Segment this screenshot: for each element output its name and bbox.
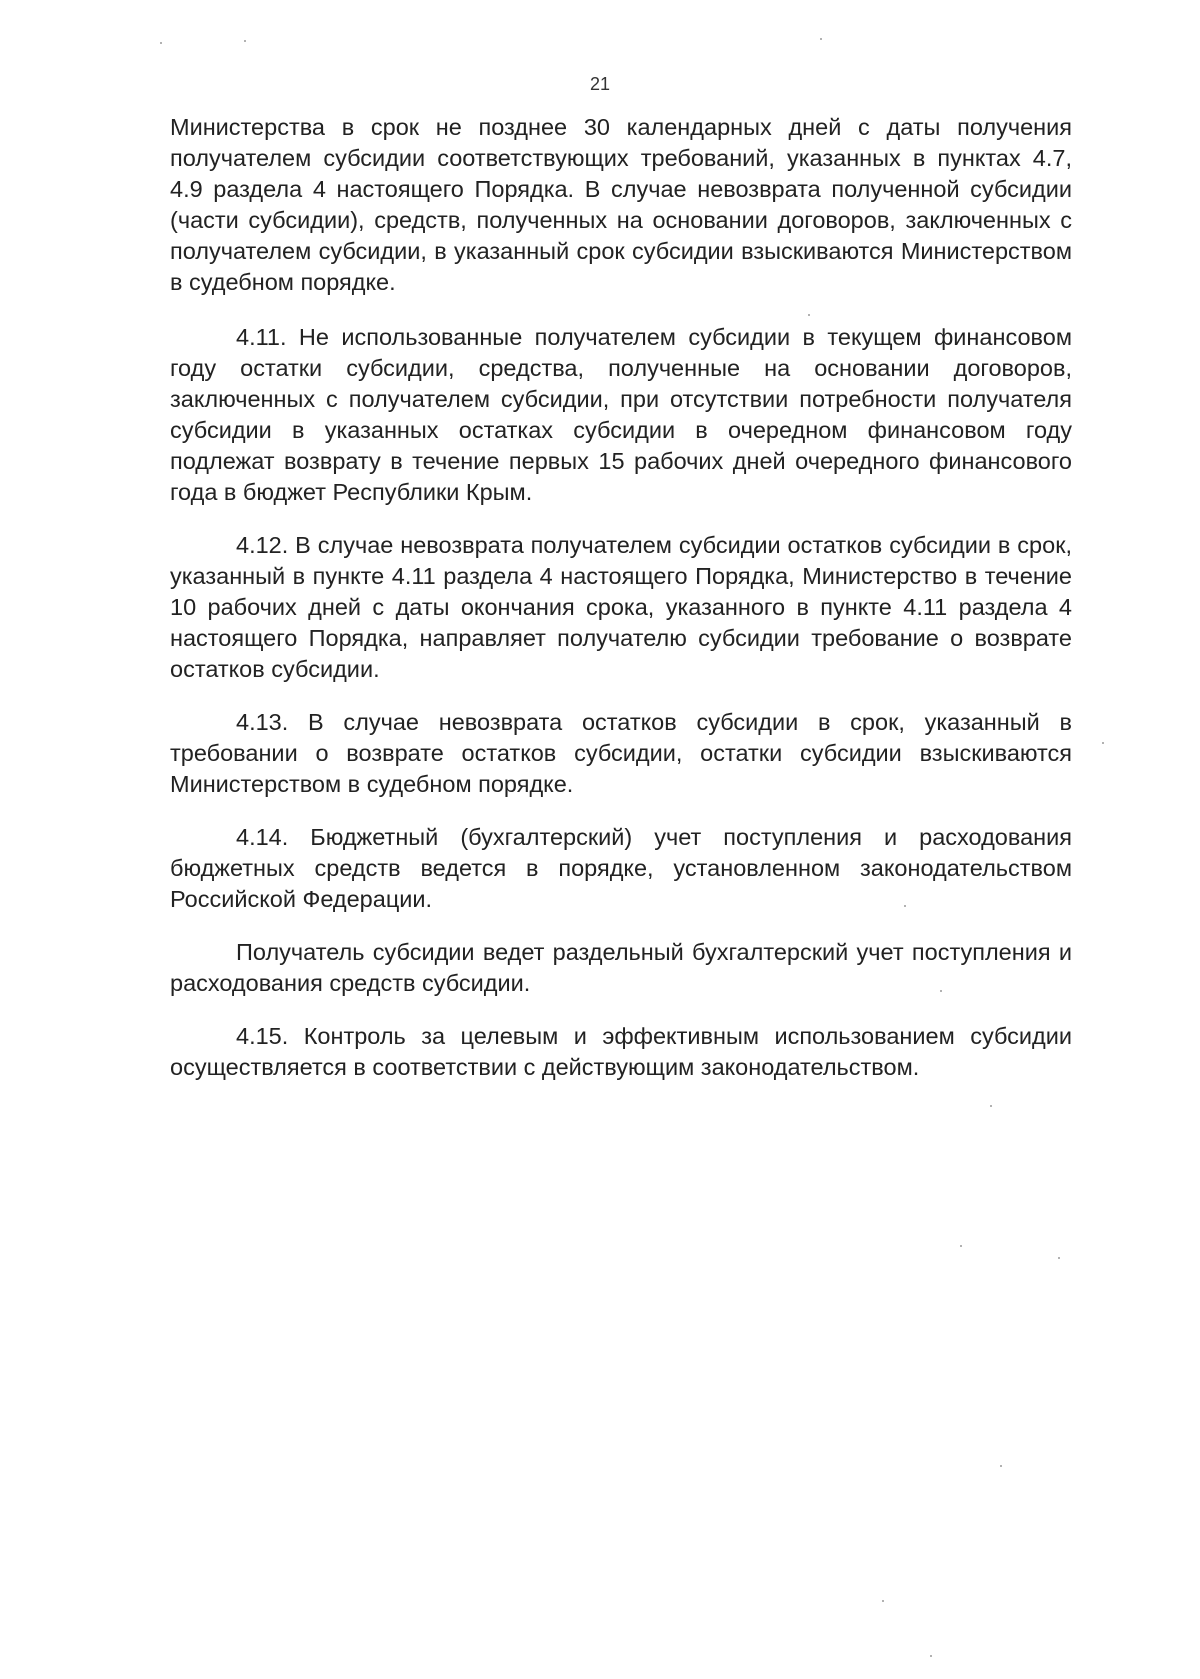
scan-speck [808,314,810,316]
scan-speck [904,905,906,907]
scan-speck [1102,742,1104,744]
scan-speck [940,990,942,992]
paragraph-clause-4-12: 4.12. В случае невозврата получателем субсидии остатков субсидии в срок, указанный в пункте 4.11 раздела 4 настоящего Порядка, Министерство в течение 10 рабочих дней с даты окончания срока, указанного в пункте 4.11 раздела 4 настоящего Порядка, направляет получателю субсидии требование о возврате остатков субсидии. [170,532,1072,682]
scan-speck [990,1105,992,1107]
scan-speck [960,1245,962,1247]
scan-speck [882,1600,884,1602]
paragraph-clause-4-15: 4.15. Контроль за целевым и эффективным использованием субсидии осуществляется в соответствии с действующим законодательством. [170,1023,1072,1080]
scan-speck [1000,1465,1002,1467]
paragraph-clause-4-11: 4.11. Не использованные получателем субсидии в текущем финансовом году остатки субсидии, средства, полученные на основании договоров, заключенных с получателем субсидии, при отсутствии потребности получателя субсидии в указанных остатках субсидии в очередном финансовом году подлежат возврату в течение первых 15 рабочих дней очередного финансового года в бюджет Республики Крым. [170,324,1072,505]
page-number: 21 [589,74,611,94]
paragraph-clause-4-14: 4.14. Бюджетный (бухгалтерский) учет поступления и расходования бюджетных средств ведется в порядке, установленном законодательством Российской Федерации. [170,824,1072,912]
scan-speck [820,38,822,40]
paragraph-clause-4-13: 4.13. В случае невозврата остатков субсидии в срок, указанный в требовании о возврате остатков субсидии, остатки субсидии взыскиваются Министерством в судебном порядке. [170,709,1072,797]
scan-speck [1058,1257,1060,1259]
paragraph-clause-4-14-accounting: Получатель субсидии ведет раздельный бухгалтерский учет поступления и расходования средств субсидии. [170,939,1072,996]
scan-speck [244,40,246,42]
scan-speck [930,1655,932,1657]
scan-speck [160,42,162,44]
body-text [170,112,1072,1083]
paragraph-continuation: Министерства в срок не позднее 30 календарных дней с даты получения получателем субсидии соответствующих требований, указанных в пунктах 4.7, 4.9 раздела 4 настоящего Порядка. В случае невозврата полученной субсидии (части субсидии), средств, полученных на основании договоров, заключенных с получателем субсидии, в указанный срок субсидии взыскиваются Министерством в судебном порядке. [170,114,1072,295]
